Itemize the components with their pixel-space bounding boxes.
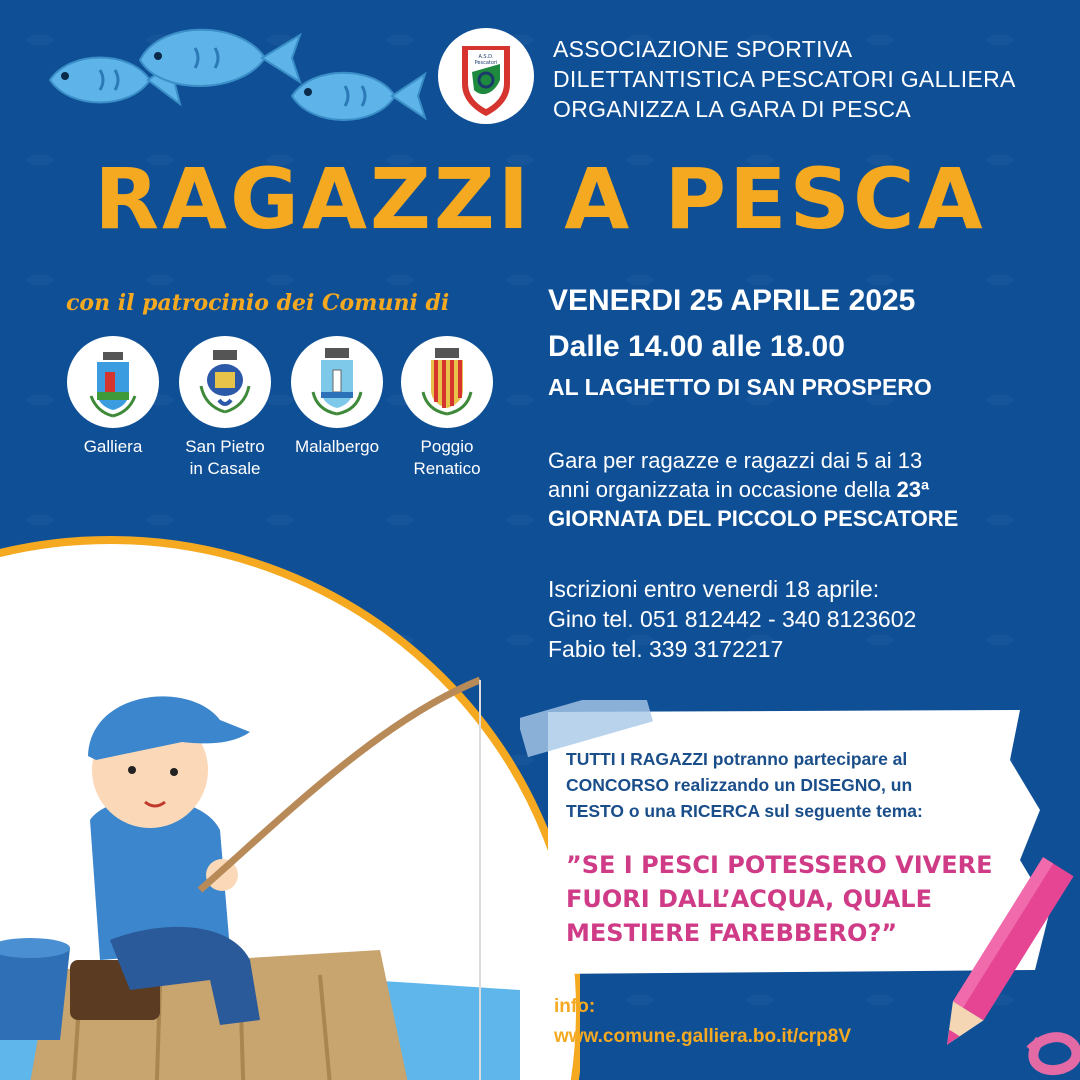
- event-time: Dalle 14.00 alle 18.00: [548, 330, 845, 363]
- info-link[interactable]: www.comune.galliera.bo.it/crp8V: [554, 1026, 852, 1047]
- svg-text:Pescatori: Pescatori: [474, 60, 498, 66]
- svg-text:A.S.D.: A.S.D.: [478, 54, 494, 60]
- event-place: AL LAGHETTO DI SAN PROSPERO: [548, 374, 932, 400]
- crest-san-pietro-icon: [179, 336, 271, 428]
- crest-malalbergo-icon: [291, 336, 383, 428]
- organizer-text: [553, 34, 1016, 124]
- crest-galliera-icon: [67, 336, 159, 428]
- municipality-label: Poggio Renatico: [413, 437, 481, 478]
- organizer-line-3: ORGANIZZA LA GARA DI PESCA: [553, 96, 912, 122]
- contest-theme-quote: ”SE I PESCI POTESSERO VIVERE FUORI DALL’ACQUA, QUALE MESTIERE FAREBBERO?”: [566, 851, 993, 947]
- municipality-label: San Pietro in Casale: [185, 437, 265, 478]
- patronage-heading: con il patrocinio dei Comuni di: [66, 290, 450, 316]
- municipality-label: Galliera: [83, 437, 143, 456]
- event-title: RAGAZZI A PESCA: [94, 150, 986, 248]
- municipality-label: Malalbergo: [294, 437, 380, 456]
- pencil-icon: [920, 850, 1080, 1080]
- event-date: VENERDI 25 APRILE 2025: [548, 284, 916, 317]
- event-description: Gara per ragazze e ragazzi dai 5 ai 13 anni organizzata in occasione della 23ª GIORNATA DEL PICCOLO PESCATORE: [548, 448, 959, 531]
- fishing-boy-illustration: [0, 520, 580, 1080]
- organizer-line-2: DILETTANTISTICA PESCATORI GALLIERA: [553, 66, 1016, 92]
- contest-description: TUTTI I RAGAZZI potranno partecipare al CONCORSO realizzando un DISEGNO, un TESTO o una RICERCA sul seguente tema:: [566, 749, 923, 821]
- association-logo: [438, 28, 534, 124]
- crest-poggio-renatico-icon: [401, 336, 493, 428]
- fish-illustration: [30, 10, 430, 140]
- info-label: info:: [554, 996, 596, 1017]
- signup-info: Iscrizioni entro venerdi 18 aprile: Gino tel. 051 812442 - 340 8123602 Fabio tel. 339 3172217: [548, 576, 917, 662]
- organizer-line-1: ASSOCIAZIONE SPORTIVA: [553, 36, 853, 62]
